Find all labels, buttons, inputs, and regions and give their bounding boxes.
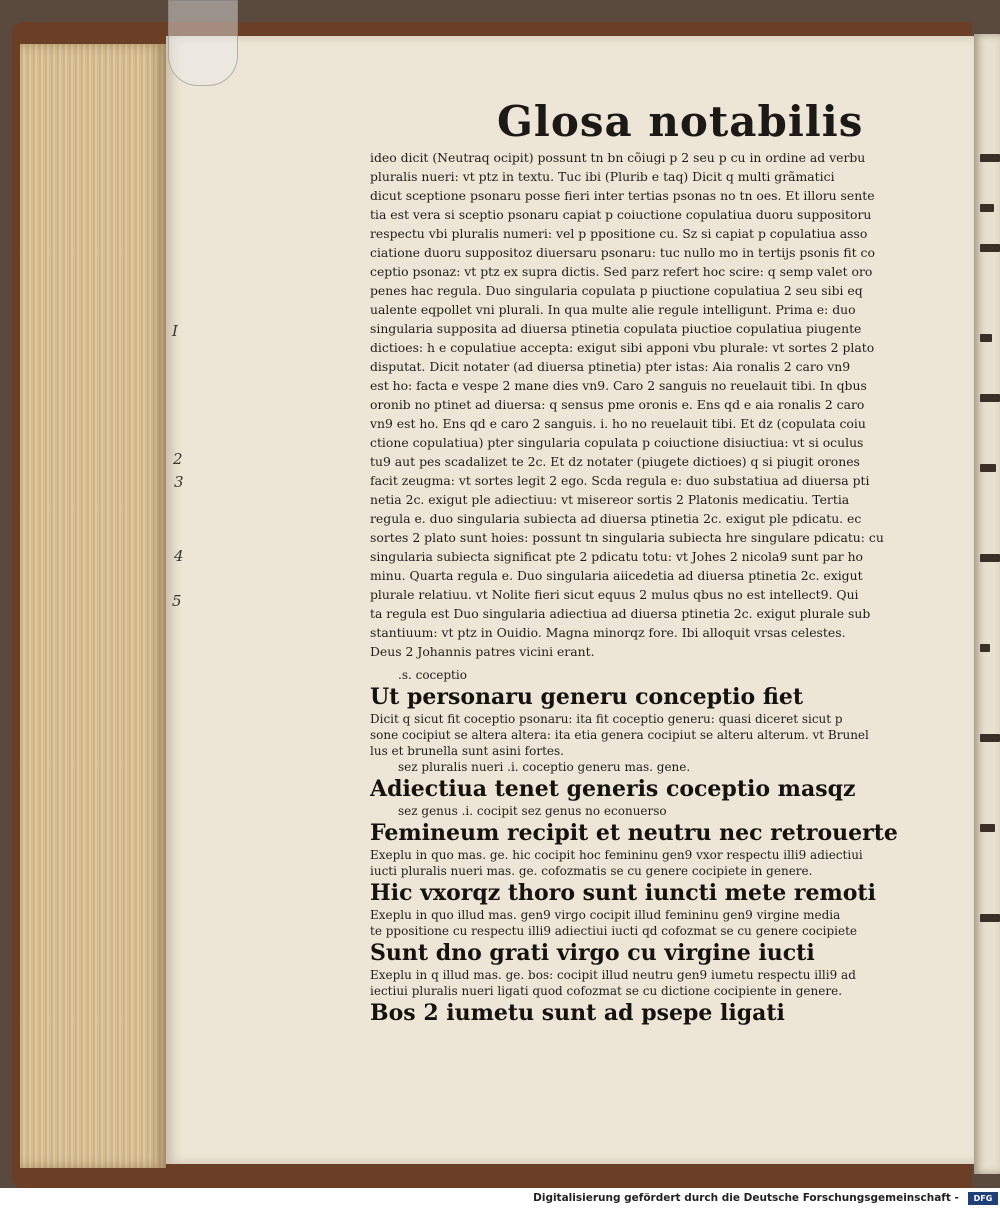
commentary-line: netia 2c. exigut ple adiectiuu: vt misereor sortis 2 Platonis medicatiu. Tertia: [370, 492, 850, 507]
explanation-line: Exeplu in quo illud mas. gen9 virgo cocipit illud femininu gen9 virgine media: [370, 908, 841, 922]
dfg-logo: DFG: [968, 1192, 998, 1205]
commentary-line: ideo dicit (Neutraq ocipit) possunt tn bn cõiugi p 2 seu p cu in ordine ad verbu: [370, 150, 866, 165]
commentary-line: plurale relatiuu. vt Nolite fieri sicut equus 2 mulus qbus no est intellect9. Qui: [370, 587, 859, 602]
commentary-line: minu. Quarta regula e. Duo singularia aiicedetia ad diuersa ptinetia 2c. exigut: [370, 568, 863, 583]
verse-line: Ut personaru generu conceptio fiet: [370, 684, 803, 710]
verse-section: [370, 939, 906, 999]
margin-mark: 4: [174, 547, 184, 565]
margin-mark: I: [172, 322, 178, 340]
explanation-line: Exeplu in quo mas. ge. hic cocipit hoc femininu gen9 vxor respectu illi9 adiectiui: [370, 848, 863, 862]
commentary-line: respectu vbi pluralis numeri: vel p ppositione cu. Sz si capiat p copulatiua asso: [370, 226, 868, 241]
commentary-line: oronib no ptinet ad diuersa: q sensus pme oronis e. Ens qd e aia ronalis 2 caro: [370, 397, 865, 412]
explanation-line: te ppositione cu respectu illi9 adiectiui iucti qd cofozmat se cu genere cocipiete: [370, 924, 858, 938]
commentary-line: stantiuum: vt ptz in Ouidio. Magna minorqz fore. Ibi alloquit vrsas celestes.: [370, 625, 846, 640]
facing-page-edge: [974, 34, 1000, 1174]
margin-mark: 5: [172, 592, 182, 610]
commentary-line: tu9 aut pes scadalizet te 2c. Et dz notater (piugete dictioes) q si piugit orones: [370, 454, 860, 469]
commentary-line: ta regula est Duo singularia adiectiua ad diuersa ptinetia 2c. exigut plurale sub: [370, 606, 871, 621]
interlinear-gloss: .s. coceptio: [398, 668, 467, 682]
explanation-line: Dicit q sicut fit coceptio psonaru: ita fit coceptio generu: quasi diceret sicut p: [370, 712, 843, 726]
verse-section: [370, 667, 906, 759]
verse-sections: [370, 667, 906, 1027]
commentary-line: dictioes: h e copulatiue accepta: exigut sibi apponi vbu plurale: vt sortes 2 plato: [370, 340, 875, 355]
page-heading: Glosa notabilis: [497, 97, 864, 146]
text-block: [370, 148, 906, 1027]
commentary-line: dicut sceptione psonaru posse fieri inter tertias psonas no tn oes. Et illoru sente: [370, 188, 875, 203]
verse-section: [370, 759, 906, 803]
footer-credit: Digitalisierung gefördert durch die Deutsche Forschungsgemeinschaft -: [533, 1192, 959, 1204]
margin-mark: 3: [174, 473, 184, 491]
commentary-line: Deus 2 Johannis patres vicini erant.: [370, 644, 595, 659]
commentary-line: vn9 est ho. Ens qd e caro 2 sanguis. i. ho no reuelauit tibi. Et dz (copulata coiu: [370, 416, 866, 431]
interlinear-gloss: sez pluralis nueri .i. coceptio generu mas. gene.: [398, 760, 691, 774]
explanation-line: iucti pluralis nueri mas. ge. cofozmatis se cu genere cocipiete in genere.: [370, 864, 813, 878]
footer-bar: [0, 1188, 1000, 1209]
commentary-line: facit zeugma: vt sortes legit 2 ego. Scda regula e: duo substatiua ad diuersa pti: [370, 473, 870, 488]
verse-line: Sunt dno grati virgo cu virgine iucti: [370, 940, 815, 966]
commentary-block: [370, 148, 906, 661]
margin-mark: 2: [173, 450, 183, 468]
verse-line: Bos 2 iumetu sunt ad psepe ligati: [370, 1000, 785, 1026]
page-edges: [20, 44, 166, 1168]
commentary-line: tia est vera si sceptio psonaru capiat p coiuctione copulatiua duoru suppositoru: [370, 207, 872, 222]
verse-section: [370, 999, 906, 1027]
commentary-line: pluralis nueri: vt ptz in textu. Tuc ibi (Plurib e taq) Dicit q multi grãmatici: [370, 169, 835, 184]
explanation-line: Exeplu in q illud mas. ge. bos: cocipit illud neutru gen9 iumetu respectu illi9 ad: [370, 968, 856, 982]
commentary-line: ciatione duoru suppositoz diuersaru psonaru: tuc nullo mo in tertijs psonis fit co: [370, 245, 875, 260]
commentary-line: sortes 2 plato sunt hoies: possunt tn singularia subiecta hre singulare pdicatu: cu: [370, 530, 884, 545]
commentary-line: ctione copulatiua) pter singularia copulata p coiuctione disiuctiua: vt si oculus: [370, 435, 864, 450]
explanation-line: lus et brunella sunt asini fortes.: [370, 744, 564, 758]
commentary-line: ualente eqpollet vni plurali. In qua multe alie regule intelligunt. Prima e: duo: [370, 302, 856, 317]
page-clip: [168, 0, 238, 86]
commentary-line: est ho: facta e vespe 2 mane dies vn9. Caro 2 sanguis no reuelauit tibi. In qbus: [370, 378, 867, 393]
interlinear-gloss: sez genus .i. cocipit sez genus no econuerso: [398, 804, 667, 818]
commentary-line: penes hac regula. Duo singularia copulata p piuctione copulatiua 2 seu sibi eq: [370, 283, 863, 298]
commentary-line: ceptio psonaz: vt ptz ex supra dictis. Sed parz refert hoc scire: q semp valet oro: [370, 264, 873, 279]
explanation-line: sone cocipiut se altera altera: ita etia genera cocipiut se alteru alterum. vt Brunel: [370, 728, 869, 742]
explanation-line: iectiui pluralis nueri ligati quod cofozmat se cu dictione cocipiente in genere.: [370, 984, 843, 998]
verse-section: [370, 803, 906, 879]
commentary-line: disputat. Dicit notater (ad diuersa ptinetia) pter istas: Aia ronalis 2 caro vn9: [370, 359, 851, 374]
verse-line: Hic vxorqz thoro sunt iuncti mete remoti: [370, 880, 876, 906]
verse-line: Femineum recipit et neutru nec retrouerte: [370, 820, 898, 846]
commentary-line: regula e. duo singularia subiecta ad diuersa ptinetia 2c. exigut ple pdicatu. ec: [370, 511, 862, 526]
commentary-line: singularia supposita ad diuersa ptinetia copulata piuctioe copulatiua piugente: [370, 321, 862, 336]
verse-section: [370, 879, 906, 939]
commentary-line: singularia subiecta significat pte 2 pdicatu totu: vt Johes 2 nicola9 sunt par ho: [370, 549, 864, 564]
verse-line: Adiectiua tenet generis coceptio masqz: [370, 776, 856, 802]
